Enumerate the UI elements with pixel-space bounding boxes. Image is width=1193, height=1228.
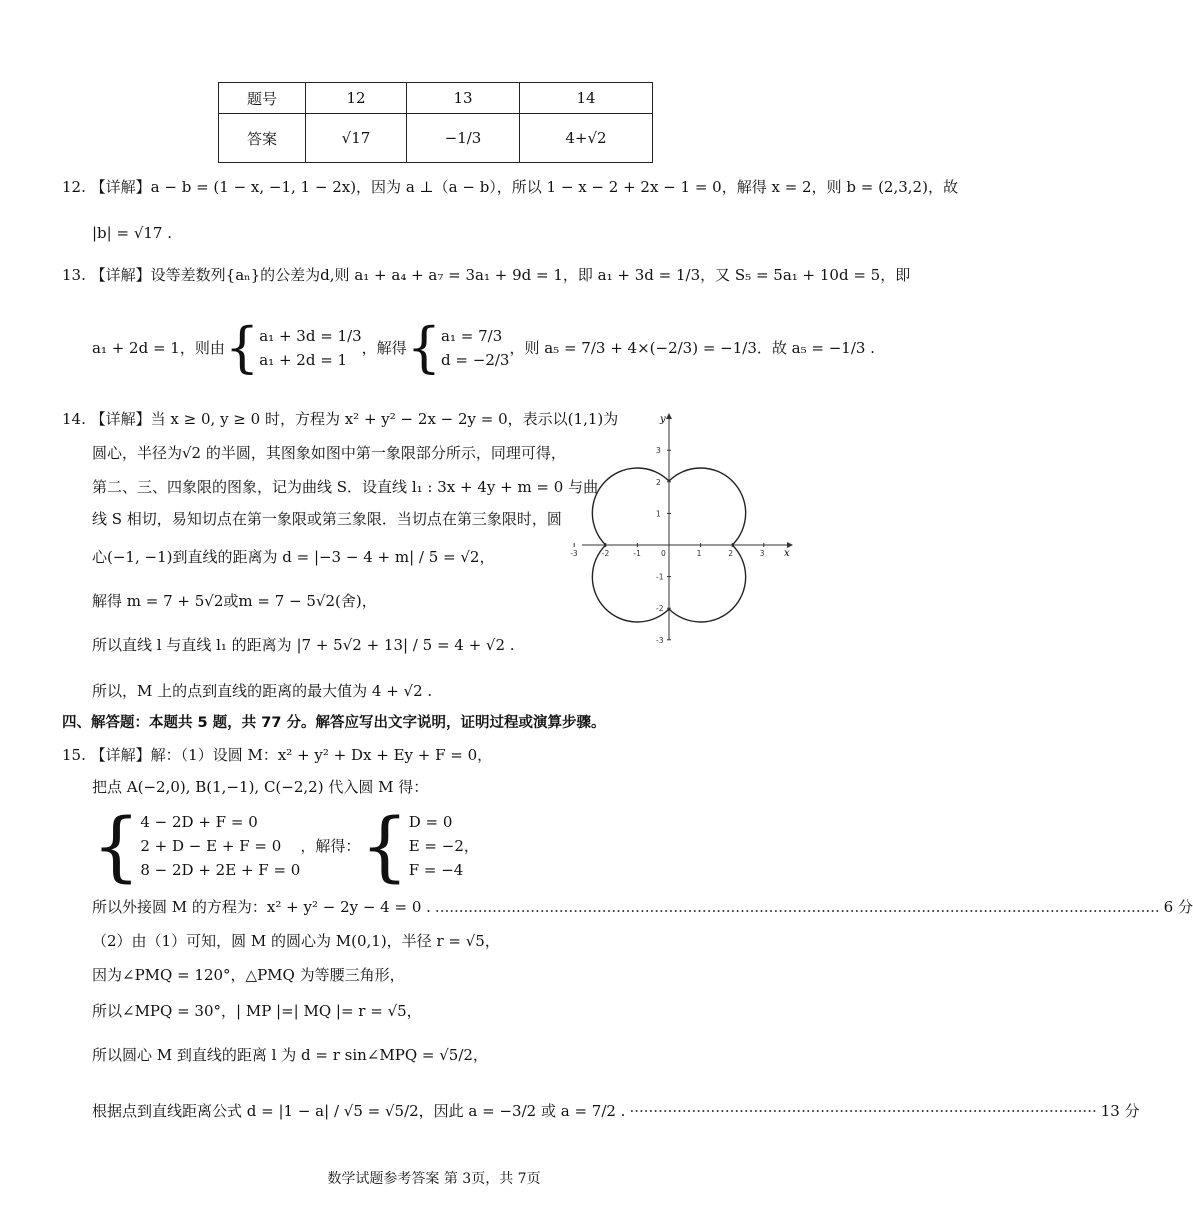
y-tick-label: 3	[656, 446, 661, 456]
x-tick-label: 2	[728, 549, 733, 558]
q14-line-8	[92, 680, 432, 702]
q13-text-2c: ，则 a₅ = 7/3 + 4×(−2/3) = −1/3．故 a₅ = −1/3 .	[509, 339, 875, 357]
x-tick-label: 1	[696, 549, 702, 558]
q15-text-5: （2）由（1）可知，圆 M 的圆心为 M(0,1)，半径 r = √5，	[92, 932, 500, 950]
q14-line-6	[92, 590, 377, 612]
q13-text-1: 设等差数列{aₙ}的公差为d,则 a₁ + a₄ + a₇ = 3a₁ + 9d = 1，即 a₁ + 3d = 1/3，又 S₅ = 5a₁ + 10d = 5，即	[150, 266, 911, 284]
answer-label: 答案	[246, 129, 277, 148]
y-tick-label: -2	[656, 604, 664, 614]
x-tick-label: -1	[633, 549, 641, 558]
y-tick-label: -1	[656, 572, 664, 582]
q13-system-2-eq-1: a₁ = 7/3	[441, 327, 503, 345]
q13-line-2	[92, 318, 875, 378]
q14-tag: 【详解】	[90, 410, 151, 428]
y-tick-label: -3	[656, 635, 664, 645]
q15-system-2-eq-1: D = 0	[408, 813, 453, 831]
x-tick-label: -3	[570, 549, 578, 558]
q12-line-1	[62, 176, 958, 198]
q13-text-2b: ，解得	[361, 339, 407, 357]
q15-tag: 【详解】	[90, 746, 151, 764]
q15-system-2	[409, 810, 479, 882]
col-13	[407, 83, 520, 114]
q15-text-6: 因为∠PMQ = 120°，△PMQ 为等腰三角形，	[92, 966, 405, 984]
q14-text-3: 第二、三、四象限的图象，记为曲线 S．设直线 l₁ : 3x + 4y + m = 0 与曲	[92, 478, 599, 496]
q15-line-4	[92, 896, 1193, 918]
q14-number: 14.	[62, 410, 86, 428]
q15-score-6: 6 分	[1163, 898, 1193, 916]
curve-s-figure	[570, 408, 798, 668]
q15-line-8	[92, 1044, 488, 1066]
q14-line-3	[92, 476, 598, 498]
q15-brace-1: {	[92, 801, 141, 890]
q14-text-8: 所以，M 上的点到直线的距离的最大值为 4 + √2 .	[92, 682, 433, 700]
q14-line-7	[92, 634, 515, 656]
page-footer	[0, 1168, 868, 1188]
q15-text-4: 所以外接圆 M 的方程为：x² + y² − 2y − 4 = 0 .	[92, 898, 431, 916]
q12-line-2	[92, 222, 172, 244]
q14-line-1	[62, 408, 618, 430]
q13-system-2-eq-2: d = −2/3	[441, 351, 510, 369]
q14-text-5: 心(−1, −1)到直线的距离为 d = |−3 − 4 + m| / 5 = √2，	[92, 548, 495, 566]
q15-text-3-mid: ，解得：	[300, 837, 361, 855]
q15-score-13: 13 分	[1100, 1102, 1140, 1120]
section-4-text: 四、解答题：本题共 5 题，共 77 分。解答应写出文字说明，证明过程或演算步骤。	[62, 715, 606, 731]
q13-number: 13.	[62, 266, 86, 284]
q15-line-2	[92, 776, 428, 798]
x-tick-label: -2	[601, 549, 610, 558]
q14-line-5	[92, 546, 494, 568]
q15-system-1-eq-2: 2 + D − E + F = 0	[140, 837, 282, 855]
q15-number: 15.	[62, 746, 86, 764]
q15-text-2: 把点 A(−2,0), B(1,−1), C(−2,2) 代入圆 M 得：	[92, 778, 429, 796]
header-label-cell	[219, 83, 306, 114]
q15-line-9	[92, 1100, 1140, 1122]
answer-table	[218, 82, 653, 163]
q12-text-2: |b| = √17 .	[92, 224, 172, 242]
q14-line-2	[92, 442, 566, 464]
q15-line-7	[92, 1000, 422, 1022]
q12-text-1: a − b = (1 − x, −1, 1 − 2x)，因为 a ⊥（a − b），所以 1 − x − 2 + 2x − 1 = 0，解得 x = 2，则 b = (2,3,2)，故	[150, 178, 958, 196]
q12-tag: 【详解】	[90, 178, 151, 196]
x-tick-label: 0	[661, 549, 666, 558]
q15-system-1-eq-3: 8 − 2D + 2E + F = 0	[140, 861, 301, 879]
answer-13-value: −1/3	[444, 129, 482, 147]
header-label: 题号	[246, 89, 277, 108]
col-14	[520, 83, 653, 114]
q14-line-4	[92, 508, 562, 530]
col-12-label: 12	[346, 89, 366, 107]
q13-system-2	[441, 324, 509, 372]
x-tick-label: 3	[759, 549, 765, 558]
q14-text-1: 当 x ≥ 0, y ≥ 0 时，方程为 x² + y² − 2x − 2y = 0，表示以(1,1)为	[150, 410, 619, 428]
answer-12	[306, 114, 407, 163]
q14-text-6: 解得 m = 7 + 5√2或m = 7 − 5√2(舍)，	[92, 592, 377, 610]
q13-tag: 【详解】	[90, 266, 151, 284]
q14-text-7: 所以直线 l 与直线 l₁ 的距离为 |7 + 5√2 + 13| / 5 = 4 + √2 .	[92, 636, 515, 654]
answer-12-value: √17	[341, 129, 371, 147]
y-axis-label: y	[660, 414, 666, 425]
q15-text-1: 解：（1）设圆 M：x² + y² + Dx + Ey + F = 0，	[150, 746, 493, 764]
answer-14	[520, 114, 653, 163]
q15-dot-leader-1: ........................................................................................................................................................	[434, 898, 1160, 916]
q13-text-2a: a₁ + 2d = 1，则由	[92, 339, 225, 357]
col-13-label: 13	[453, 89, 473, 107]
x-axis-label: x	[784, 548, 790, 559]
q13-system-1-eq-2: a₁ + 2d = 1	[259, 351, 348, 369]
q14-text-2: 圆心，半径为√2 的半圆，其图象如图中第一象限部分所示，同理可得，	[92, 444, 566, 462]
q15-text-9: 根据点到直线距离公式 d = |1 − a| / √5 = √5/2，因此 a = −3/2 或 a = 7/2 .	[92, 1102, 626, 1120]
q13-brace-2: {	[406, 316, 442, 379]
q15-system-2-eq-3: F = −4	[408, 861, 464, 879]
q15-system-1	[140, 810, 300, 882]
footer-text: 数学试题参考答案 第 3页，共 7页	[327, 1171, 541, 1187]
q15-text-7: 所以∠MPQ = 30°，| MP |=| MQ |= r = √5，	[92, 1002, 422, 1020]
q15-dot-leader-2: ··································································································	[629, 1102, 1097, 1120]
q13-system-1	[259, 324, 361, 372]
col-12	[306, 83, 407, 114]
q15-text-8: 所以圆心 M 到直线的距离 l 为 d = r sin∠MPQ = √5/2，	[92, 1046, 488, 1064]
q15-line-1	[62, 744, 492, 766]
q13-brace-1: {	[224, 316, 260, 379]
answer-14-value: 4+√2	[565, 129, 607, 147]
q13-line-1	[62, 264, 910, 286]
q15-system-2-eq-2: E = −2，	[408, 837, 479, 855]
answer-label-cell	[219, 114, 306, 163]
section-4-heading	[62, 712, 605, 734]
y-tick-label: 2	[656, 477, 661, 487]
q15-line-3	[92, 801, 479, 890]
col-14-label: 14	[576, 89, 596, 107]
q15-line-6	[92, 964, 405, 986]
y-tick-label: 1	[656, 509, 661, 519]
q14-text-4: 线 S 相切，易知切点在第一象限或第三象限．当切点在第三象限时，圆	[92, 510, 562, 528]
q15-system-1-eq-1: 4 − 2D + F = 0	[140, 813, 258, 831]
q15-line-5	[92, 930, 500, 952]
answer-13	[407, 114, 520, 163]
q15-brace-2: {	[360, 801, 409, 890]
q12-number: 12.	[62, 178, 86, 196]
q13-system-1-eq-1: a₁ + 3d = 1/3	[259, 327, 362, 345]
